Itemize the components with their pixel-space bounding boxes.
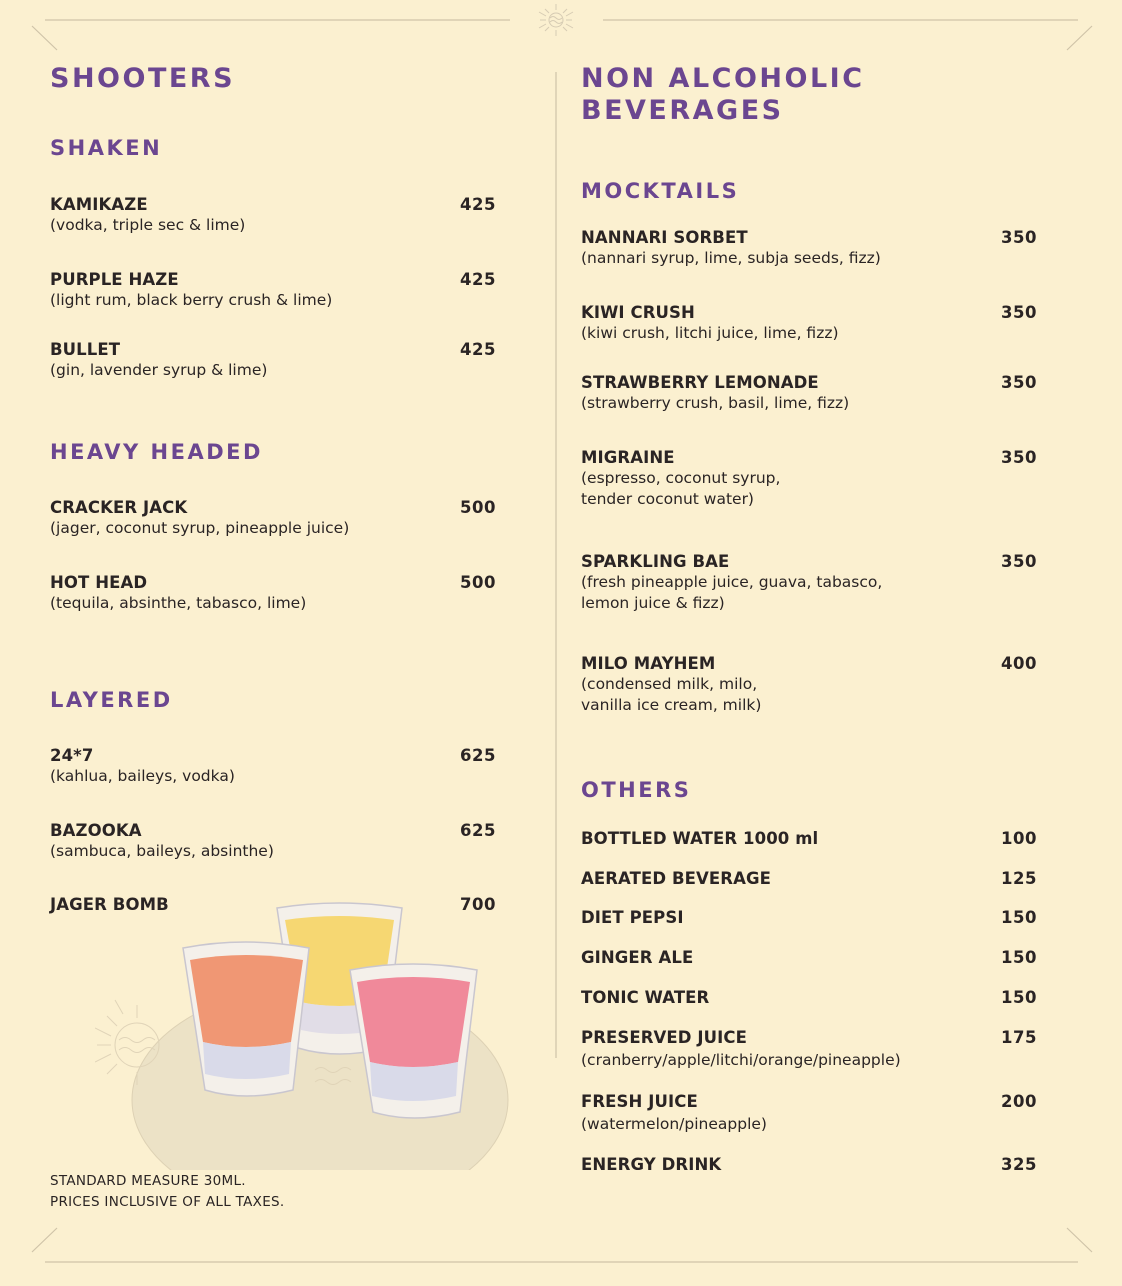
item-price: 425 — [460, 270, 496, 289]
item-name: GINGER ALE — [581, 948, 694, 967]
menu-item — [581, 869, 1037, 889]
item-name: FRESH JUICE — [581, 1092, 698, 1111]
item-description: (watermelon/pineapple) — [581, 1115, 767, 1133]
footnote — [50, 1171, 285, 1213]
item-price: 425 — [460, 195, 496, 214]
menu-item — [50, 498, 496, 539]
menu-item — [581, 988, 1037, 1008]
item-name: MIGRAINE — [581, 448, 675, 467]
non-alcoholic-title-line-1: NON ALCOHOLIC — [581, 63, 865, 94]
item-name: KIWI CRUSH — [581, 303, 695, 322]
item-name: JAGER BOMB — [50, 895, 169, 914]
item-price: 700 — [460, 895, 496, 914]
item-description: (fresh pineapple juice, guava, tabasco, — [581, 573, 883, 591]
item-description: (jager, coconut syrup, pineapple juice) — [50, 519, 350, 537]
shot-glasses-illustration — [95, 890, 535, 1170]
item-name: PURPLE HAZE — [50, 270, 179, 289]
item-price: 350 — [1001, 373, 1037, 392]
menu-item — [50, 746, 496, 787]
item-description: (gin, lavender syrup & lime) — [50, 361, 268, 379]
item-description: (kiwi crush, litchi juice, lime, fizz) — [581, 324, 839, 342]
menu-item — [581, 552, 1037, 614]
menu-item — [581, 654, 1037, 716]
menu-item — [581, 1028, 1037, 1071]
item-name: AERATED BEVERAGE — [581, 869, 771, 888]
item-name: BULLET — [50, 340, 121, 359]
section-title-shaken: SHAKEN — [50, 136, 163, 160]
item-price: 350 — [1001, 552, 1037, 571]
item-name: MILO MAYHEM — [581, 654, 716, 673]
item-name: DIET PEPSI — [581, 908, 684, 927]
item-name: PRESERVED JUICE — [581, 1028, 747, 1047]
item-description: lemon juice & fizz) — [581, 594, 725, 612]
sun-ornament-icon — [539, 4, 573, 36]
item-name: NANNARI SORBET — [581, 228, 748, 247]
item-description: (cranberry/apple/litchi/orange/pineapple) — [581, 1051, 901, 1069]
item-name: BAZOOKA — [50, 821, 142, 840]
item-price: 425 — [460, 340, 496, 359]
item-name: 24*7 — [50, 746, 94, 765]
item-name: HOT HEAD — [50, 573, 148, 592]
section-title-others: OTHERS — [581, 778, 692, 802]
item-name: BOTTLED WATER 1000 ml — [581, 829, 819, 848]
item-price: 325 — [1001, 1155, 1037, 1174]
item-price: 150 — [1001, 948, 1037, 967]
item-description: (espresso, coconut syrup, — [581, 469, 781, 487]
item-description: (light rum, black berry crush & lime) — [50, 291, 333, 309]
item-price: 200 — [1001, 1092, 1037, 1111]
menu-item — [50, 573, 496, 614]
item-description: (tequila, absinthe, tabasco, lime) — [50, 594, 307, 612]
menu-item — [50, 195, 496, 236]
item-price: 350 — [1001, 303, 1037, 322]
item-description: (kahlua, baileys, vodka) — [50, 767, 235, 785]
item-name: ENERGY DRINK — [581, 1155, 722, 1174]
non-alcoholic-title-line-2: BEVERAGES — [581, 95, 784, 126]
item-description: (vodka, triple sec & lime) — [50, 216, 246, 234]
menu-item — [581, 948, 1037, 968]
item-name: SPARKLING BAE — [581, 552, 730, 571]
section-title-heavy-headed: HEAVY HEADED — [50, 440, 263, 464]
item-price: 350 — [1001, 448, 1037, 467]
item-price: 125 — [1001, 869, 1037, 888]
item-price: 150 — [1001, 988, 1037, 1007]
footnote-measure: STANDARD MEASURE 30ML. — [50, 1173, 246, 1189]
menu-item — [581, 448, 1037, 510]
item-description: (nannari syrup, lime, subja seeds, fizz) — [581, 249, 881, 267]
footnote-taxes: PRICES INCLUSIVE OF ALL TAXES. — [50, 1194, 285, 1210]
item-description: (strawberry crush, basil, lime, fizz) — [581, 394, 850, 412]
menu-item — [50, 270, 496, 311]
menu-item — [581, 303, 1037, 344]
menu-item — [581, 829, 1037, 849]
item-description: (sambuca, baileys, absinthe) — [50, 842, 274, 860]
item-name: CRACKER JACK — [50, 498, 188, 517]
item-price: 150 — [1001, 908, 1037, 927]
item-name: KAMIKAZE — [50, 195, 148, 214]
item-price: 500 — [460, 573, 496, 592]
menu-item — [581, 373, 1037, 414]
menu-item — [50, 340, 496, 381]
item-name: TONIC WATER — [581, 988, 710, 1007]
menu-item — [581, 228, 1037, 269]
menu-item — [50, 821, 496, 862]
item-price: 625 — [460, 746, 496, 765]
shooters-title: SHOOTERS — [50, 63, 236, 94]
item-price: 500 — [460, 498, 496, 517]
menu-item — [581, 908, 1037, 928]
menu-item — [581, 1092, 1037, 1135]
section-title-layered: LAYERED — [50, 688, 173, 712]
item-description: (condensed milk, milo, — [581, 675, 758, 693]
item-name: STRAWBERRY LEMONADE — [581, 373, 819, 392]
item-price: 350 — [1001, 228, 1037, 247]
item-description: vanilla ice cream, milk) — [581, 696, 762, 714]
section-title-mocktails: MOCKTAILS — [581, 179, 740, 203]
item-price: 400 — [1001, 654, 1037, 673]
item-description: tender coconut water) — [581, 490, 754, 508]
item-price: 100 — [1001, 829, 1037, 848]
item-price: 625 — [460, 821, 496, 840]
item-price: 175 — [1001, 1028, 1037, 1047]
menu-item — [581, 1155, 1037, 1175]
